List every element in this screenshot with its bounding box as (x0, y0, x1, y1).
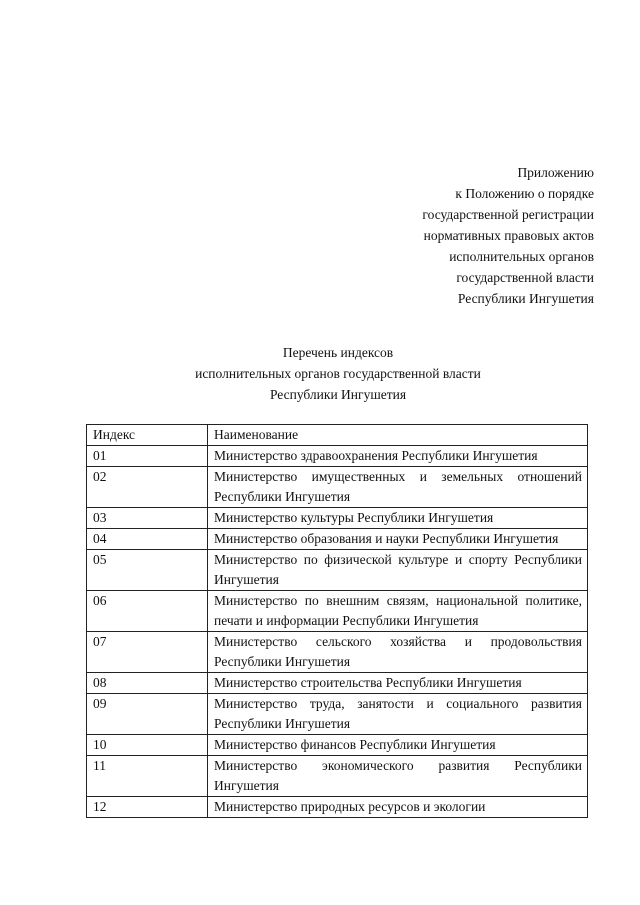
row-index: 01 (87, 446, 208, 467)
table-row (87, 508, 588, 529)
index-table (86, 424, 588, 818)
row-name: Министерство по физической культуре и спорту Республики Ингушетия (208, 550, 588, 591)
appendix-line: к Положению о порядке (455, 186, 594, 201)
table-row (87, 735, 588, 756)
appendix-line: исполнительных органов (449, 249, 594, 264)
row-name: Министерство образования и науки Республики Ингушетия (208, 529, 588, 550)
row-name: Министерство по внешним связям, национальной политике, печати и информации Республики Ингушетия (208, 591, 588, 632)
table-row (87, 694, 588, 735)
appendix-block (422, 162, 594, 309)
table-row (87, 550, 588, 591)
row-name: Министерство сельского хозяйства и продовольствия Республики Ингушетия (208, 632, 588, 673)
table-row (87, 673, 588, 694)
row-name: Министерство строительства Республики Ингушетия (208, 673, 588, 694)
title-line: Перечень индексов (282, 345, 394, 360)
row-index: 12 (87, 797, 208, 818)
row-name: Министерство культуры Республики Ингушетия (208, 508, 588, 529)
row-index: 02 (87, 467, 208, 508)
title-line: Республики Ингушетия (269, 387, 407, 402)
row-index: 07 (87, 632, 208, 673)
table-row (87, 632, 588, 673)
table-row (87, 797, 588, 818)
row-index: 10 (87, 735, 208, 756)
title-line: исполнительных органов государственной власти (195, 366, 481, 381)
row-name: Министерство имущественных и земельных отношений Республики Ингушетия (208, 467, 588, 508)
appendix-line: Приложению (517, 165, 594, 180)
row-index: 03 (87, 508, 208, 529)
row-name: Министерство финансов Республики Ингушетия (208, 735, 588, 756)
row-name: Министерство здравоохранения Республики Ингушетия (208, 446, 588, 467)
row-index: 08 (87, 673, 208, 694)
table-row (87, 529, 588, 550)
row-name: Министерство природных ресурсов и экологии (208, 797, 588, 818)
row-index: 11 (87, 756, 208, 797)
table-row (87, 756, 588, 797)
row-index: 05 (87, 550, 208, 591)
header-name: Наименование (208, 425, 588, 446)
appendix-line: Республики Ингушетия (457, 291, 594, 306)
appendix-line: нормативных правовых актов (423, 228, 594, 243)
table-row (87, 467, 588, 508)
header-index: Индекс (87, 425, 208, 446)
table-header-row (87, 425, 588, 446)
row-name: Министерство экономического развития Республики Ингушетия (208, 756, 588, 797)
appendix-line: государственной регистрации (422, 207, 594, 222)
table-row (87, 591, 588, 632)
appendix-line: государственной власти (456, 270, 594, 285)
table-row (87, 446, 588, 467)
row-name: Министерство труда, занятости и социального развития Республики Ингушетия (208, 694, 588, 735)
row-index: 04 (87, 529, 208, 550)
row-index: 06 (87, 591, 208, 632)
document-title (90, 342, 586, 405)
row-index: 09 (87, 694, 208, 735)
